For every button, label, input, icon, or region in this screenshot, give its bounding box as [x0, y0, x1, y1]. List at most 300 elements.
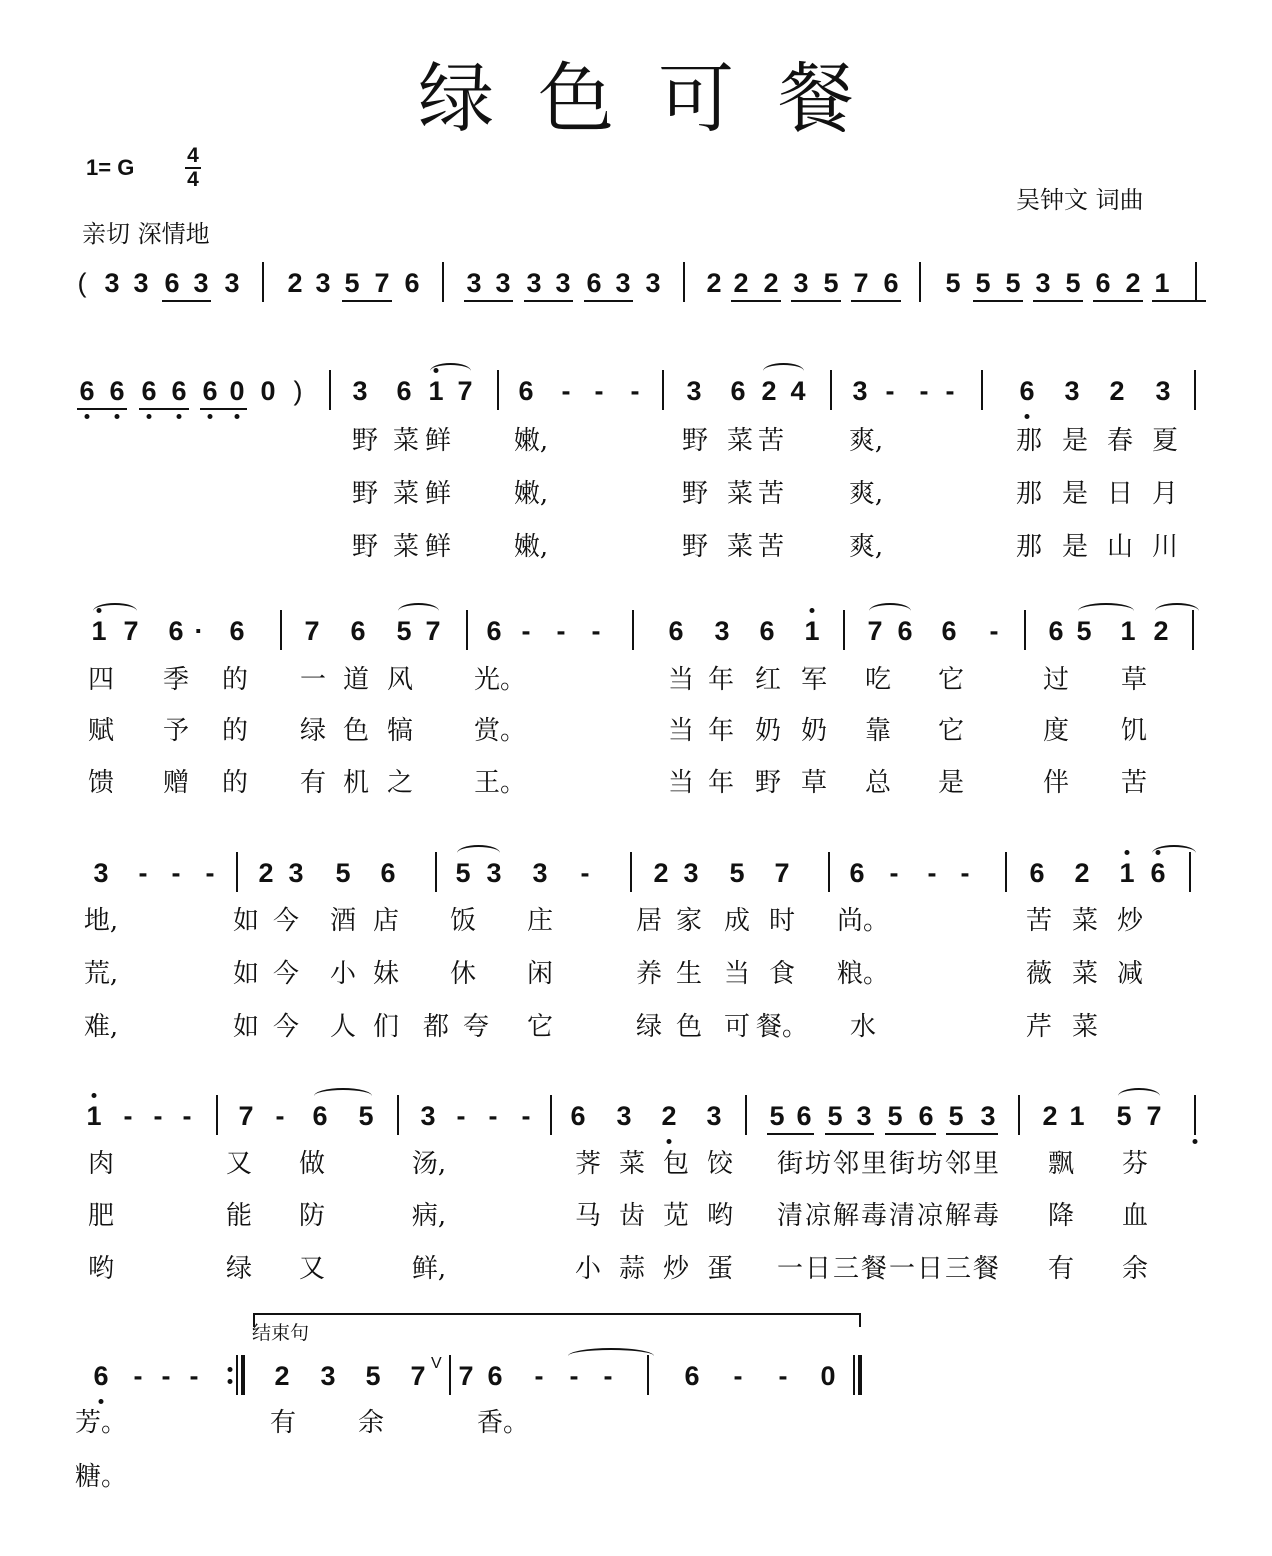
- extension-dash: -: [521, 616, 531, 646]
- note: 5: [396, 616, 412, 646]
- barline: [262, 262, 264, 302]
- note: 3: [980, 1101, 996, 1131]
- lyric-syllable: 菜: [392, 479, 420, 509]
- lyric-syllable: 包: [662, 1149, 690, 1179]
- lyric-syllable: 鲜: [424, 532, 452, 562]
- note: 6: [897, 616, 913, 646]
- lyric-syllable: 的: [221, 716, 249, 746]
- repeat-dot: [228, 1379, 233, 1384]
- lyric-syllable: 余: [1121, 1254, 1149, 1284]
- barline: [828, 852, 830, 892]
- lyric-syllable: 防: [298, 1201, 326, 1231]
- note: 5: [948, 1101, 964, 1131]
- lyric-syllable: 度: [1042, 716, 1070, 746]
- score-line: [0, 598, 1272, 668]
- lyric-syllable: 当: [723, 959, 751, 989]
- lyric-syllable: 风: [386, 665, 414, 695]
- key-signature: 1= G: [86, 155, 135, 180]
- lyric-syllable: 都夸: [422, 1012, 504, 1042]
- barline: [329, 370, 331, 410]
- beam-underline: [1152, 300, 1206, 302]
- extension-dash: -: [591, 616, 601, 646]
- octave-high-dot: [810, 608, 815, 613]
- score-line: [0, 840, 1272, 910]
- note: 3: [486, 858, 502, 888]
- lyric-syllable: 红: [754, 665, 782, 695]
- lyric-syllable: 妹: [372, 959, 400, 989]
- extension-dash: -: [960, 858, 970, 888]
- note: 3: [104, 268, 120, 298]
- note: 3: [315, 268, 331, 298]
- beam-underline: [946, 1133, 998, 1135]
- extension-dash: -: [556, 616, 566, 646]
- note: 6: [486, 616, 502, 646]
- lyric-syllable: 爽,: [848, 479, 884, 509]
- lyric-syllable: 街坊邻里街坊邻里: [776, 1149, 1002, 1179]
- note: 6: [396, 376, 412, 406]
- lyric-syllable: 菜: [618, 1149, 646, 1179]
- octave-low-dot: [208, 414, 213, 419]
- lyric-syllable: 做: [298, 1149, 326, 1179]
- barline: [630, 852, 632, 892]
- ending-label: 结束句: [252, 1322, 310, 1344]
- slur: [763, 363, 804, 379]
- extension-dash: -: [275, 1101, 285, 1131]
- extension-dash: -: [123, 1101, 133, 1131]
- extension-dash: -: [153, 1101, 163, 1131]
- breath-mark: V: [431, 1355, 442, 1372]
- barline: [843, 610, 845, 650]
- parenthesis: ): [293, 376, 303, 406]
- slur: [1078, 603, 1134, 619]
- score-line: [0, 250, 1272, 320]
- extension-dash: -: [456, 1101, 466, 1131]
- lyric-syllable: 年: [707, 716, 735, 746]
- note: 3: [714, 616, 730, 646]
- lyric-syllable: 嫩,: [513, 426, 549, 456]
- note: 3: [1064, 376, 1080, 406]
- note: 1: [428, 376, 444, 406]
- beam-underline: [200, 408, 247, 410]
- note: 3: [466, 268, 482, 298]
- extension-dash: -: [778, 1361, 788, 1391]
- barline: [1005, 852, 1007, 892]
- note: 5: [769, 1101, 785, 1131]
- note: 5: [975, 268, 991, 298]
- note: 3: [852, 376, 868, 406]
- barline: [236, 852, 238, 892]
- lyric-syllable: 降: [1047, 1201, 1075, 1231]
- lyric-syllable: 光。: [473, 665, 527, 695]
- beam-underline: [885, 1133, 936, 1135]
- lyric-syllable: 奶: [800, 716, 828, 746]
- note: 3: [526, 268, 542, 298]
- lyric-syllable: 肉: [87, 1149, 115, 1179]
- lyric-syllable: 菜: [392, 426, 420, 456]
- lyric-syllable: 人: [329, 1012, 357, 1042]
- lyric-syllable: 齿: [618, 1201, 646, 1231]
- extension-dash: -: [989, 616, 999, 646]
- note: 2: [274, 1361, 290, 1391]
- repeat-dot: [228, 1367, 233, 1372]
- note: 6: [229, 616, 245, 646]
- lyric-syllable: 爽,: [848, 532, 884, 562]
- note: 3: [1035, 268, 1051, 298]
- lyric-syllable: 哟: [87, 1254, 115, 1284]
- note: 3: [645, 268, 661, 298]
- note: 2: [706, 268, 722, 298]
- lyric-syllable: 那: [1015, 426, 1043, 456]
- note: 0: [260, 376, 276, 406]
- lyric-syllable: 们: [372, 1012, 400, 1042]
- octave-low-dot: [177, 414, 182, 419]
- lyric-syllable: 时: [768, 906, 796, 936]
- barline: [435, 852, 437, 892]
- barline: [632, 610, 634, 650]
- lyric-syllable: 飘: [1047, 1149, 1075, 1179]
- barline: [442, 262, 444, 302]
- lyric-syllable: 居家: [635, 906, 717, 936]
- note: 1: [1119, 858, 1135, 888]
- lyric-syllable: 年: [707, 665, 735, 695]
- lyric-syllable: 春: [1106, 426, 1134, 456]
- barline: [830, 370, 832, 410]
- slur: [314, 1088, 372, 1104]
- extension-dash: -: [885, 376, 895, 406]
- lyric-syllable: 鲜: [424, 479, 452, 509]
- lyric-syllable: 菜: [726, 479, 754, 509]
- lyric-syllable: 奶: [754, 716, 782, 746]
- note: 6: [109, 376, 125, 406]
- lyric-syllable: 减: [1116, 959, 1144, 989]
- note: 6: [796, 1101, 812, 1131]
- lyric-syllable: 马: [574, 1201, 602, 1231]
- note: 6: [487, 1361, 503, 1391]
- beam-underline: [139, 408, 189, 410]
- ending-bracket: [253, 1313, 861, 1327]
- lyric-syllable: 饺: [706, 1149, 734, 1179]
- barline: [1194, 370, 1196, 410]
- barline: [662, 370, 664, 410]
- note: 6: [1029, 858, 1045, 888]
- extension-dash: -: [603, 1361, 613, 1391]
- note: 3: [706, 1101, 722, 1131]
- extension-dash: -: [889, 858, 899, 888]
- note: 3: [224, 268, 240, 298]
- beam-underline: [1033, 300, 1083, 302]
- beam-underline: [791, 300, 841, 302]
- lyric-syllable: 粮。: [836, 959, 890, 989]
- lyric-syllable: 鲜,: [411, 1254, 447, 1284]
- lyric-syllable: 之: [386, 768, 414, 798]
- octave-high-dot: [434, 368, 439, 373]
- parenthesis: (: [77, 268, 87, 298]
- time-signature: [183, 146, 203, 190]
- lyric-syllable: 赏。: [473, 716, 527, 746]
- lyric-syllable: 年: [707, 768, 735, 798]
- slur: [457, 845, 500, 861]
- lyric-syllable: 它: [526, 1012, 554, 1042]
- lyric-syllable: 地,: [83, 906, 119, 936]
- note: 3: [856, 1101, 872, 1131]
- lyric-syllable: 苦: [1120, 768, 1148, 798]
- note: 6: [759, 616, 775, 646]
- note: 2: [1074, 858, 1090, 888]
- note: 5: [344, 268, 360, 298]
- beam-underline: [524, 300, 573, 302]
- lyric-syllable: 菜: [1071, 906, 1099, 936]
- barline: [683, 262, 685, 302]
- lyric-syllable: 有: [269, 1408, 297, 1438]
- octave-low-dot: [1193, 1139, 1198, 1144]
- lyric-syllable: 尚。: [836, 906, 890, 936]
- lyric-syllable: 香。: [476, 1408, 530, 1438]
- beam-underline: [851, 300, 901, 302]
- extension-dash: -: [569, 1361, 579, 1391]
- note: 6: [312, 1101, 328, 1131]
- lyric-syllable: 的: [221, 665, 249, 695]
- barline: [449, 1355, 451, 1395]
- lyric-syllable: 有: [299, 768, 327, 798]
- beam-underline: [77, 408, 127, 410]
- lyric-syllable: 是: [1061, 532, 1089, 562]
- note: 3: [495, 268, 511, 298]
- lyric-syllable: 小: [329, 959, 357, 989]
- note: 3: [193, 268, 209, 298]
- lyric-syllable: 赠: [162, 768, 190, 798]
- extension-dash: -: [580, 858, 590, 888]
- note: 5: [358, 1101, 374, 1131]
- octave-low-dot: [85, 414, 90, 419]
- octave-low-dot: [115, 414, 120, 419]
- lyric-syllable: 休: [449, 959, 477, 989]
- note: 5: [827, 1101, 843, 1131]
- time-signature-top: 4: [187, 144, 199, 167]
- barline: [1018, 1095, 1020, 1135]
- octave-high-dot: [92, 1093, 97, 1098]
- lyric-syllable: 餐。: [755, 1012, 809, 1042]
- lyric-syllable: 靠: [864, 716, 892, 746]
- extension-dash: -: [133, 1361, 143, 1391]
- note: 3: [683, 858, 699, 888]
- beam-underline: [731, 300, 781, 302]
- note: 6: [404, 268, 420, 298]
- note: 3: [420, 1101, 436, 1131]
- note: 5: [1116, 1101, 1132, 1131]
- beam-underline: [1093, 300, 1143, 302]
- note: 1: [1069, 1101, 1085, 1131]
- barline: [280, 610, 282, 650]
- note: 3: [133, 268, 149, 298]
- note: 2: [763, 268, 779, 298]
- octave-low-dot: [1025, 414, 1030, 419]
- lyric-syllable: 四: [87, 665, 115, 695]
- lyric-syllable: 荒,: [83, 959, 119, 989]
- note: 7: [458, 1361, 474, 1391]
- lyric-syllable: 川: [1151, 532, 1179, 562]
- note: 3: [686, 376, 702, 406]
- note: 3: [320, 1361, 336, 1391]
- lyric-syllable: 蛋: [706, 1254, 734, 1284]
- lyric-syllable: 那: [1015, 479, 1043, 509]
- lyric-syllable: 吃: [864, 665, 892, 695]
- note: 7: [410, 1361, 426, 1391]
- lyric-syllable: 是: [1061, 426, 1089, 456]
- lyric-syllable: 总: [864, 768, 892, 798]
- lyric-syllable: 菜: [1071, 959, 1099, 989]
- note: 5: [365, 1361, 381, 1391]
- note: 7: [123, 616, 139, 646]
- lyric-syllable: 馈: [87, 768, 115, 798]
- note: 6: [570, 1101, 586, 1131]
- lyric-syllable: 炒: [1116, 906, 1144, 936]
- slur: [869, 603, 911, 619]
- note: 3: [616, 1101, 632, 1131]
- lyric-syllable: 余: [357, 1408, 385, 1438]
- lyric-syllable: 如今: [232, 1012, 314, 1042]
- note: 5: [335, 858, 351, 888]
- note: 6: [164, 268, 180, 298]
- lyric-syllable: 食: [768, 959, 796, 989]
- note: 1: [1120, 616, 1136, 646]
- note: 5: [945, 268, 961, 298]
- note: 6: [202, 376, 218, 406]
- extension-dash: -: [189, 1361, 199, 1391]
- octave-low-dot: [235, 414, 240, 419]
- lyric-syllable: 清凉解毒清凉解毒: [776, 1201, 1002, 1231]
- note: 2: [653, 858, 669, 888]
- octave-low-dot: [667, 1139, 672, 1144]
- octave-low-dot: [99, 1399, 104, 1404]
- lyric-syllable: 夏: [1151, 426, 1179, 456]
- beam-underline: [973, 300, 1023, 302]
- extension-dash: -: [205, 858, 215, 888]
- lyric-syllable: 芹: [1025, 1012, 1053, 1042]
- lyric-syllable: 予: [162, 716, 190, 746]
- lyric-syllable: 又: [298, 1254, 326, 1284]
- note: 4: [790, 376, 806, 406]
- lyric-syllable: 饭: [449, 906, 477, 936]
- note: 7: [425, 616, 441, 646]
- score-line: [0, 1083, 1272, 1153]
- lyric-syllable: 伴: [1042, 768, 1070, 798]
- time-signature-bottom: 4: [187, 168, 199, 191]
- note: 7: [774, 858, 790, 888]
- note: 6: [730, 376, 746, 406]
- lyric-syllable: 荠: [574, 1149, 602, 1179]
- extension-dash: -: [534, 1361, 544, 1391]
- lyric-syllable: 嫩,: [513, 532, 549, 562]
- note: 6: [918, 1101, 934, 1131]
- note: 3: [1155, 376, 1171, 406]
- note: 2: [1125, 268, 1141, 298]
- lyric-syllable: 野: [754, 768, 782, 798]
- lyric-syllable: 季: [162, 665, 190, 695]
- note: 1: [86, 1101, 102, 1131]
- lyric-syllable: 菜: [726, 532, 754, 562]
- note: 3: [555, 268, 571, 298]
- note: 7: [1146, 1101, 1162, 1131]
- lyric-syllable: 机: [342, 768, 370, 798]
- extension-dash: -: [171, 858, 181, 888]
- double-barline-thick: [858, 1355, 862, 1395]
- note: 5: [1065, 268, 1081, 298]
- extension-dash: -: [161, 1361, 171, 1391]
- barline: [550, 1095, 552, 1135]
- lyric-syllable: 野: [351, 532, 379, 562]
- lyric-syllable: 闲: [526, 959, 554, 989]
- note: 6: [1095, 268, 1111, 298]
- lyric-syllable: 是: [1061, 479, 1089, 509]
- note: 6: [849, 858, 865, 888]
- lyric-syllable: 绿: [225, 1254, 253, 1284]
- note: 6: [1048, 616, 1064, 646]
- lyric-syllable: 芳。: [74, 1408, 128, 1438]
- octave-high-dot: [97, 608, 102, 613]
- duration-dot: ·: [194, 616, 204, 646]
- lyric-syllable: 成: [723, 906, 751, 936]
- score-line: [0, 358, 1272, 428]
- barline: [1194, 1095, 1196, 1135]
- lyric-syllable: 野: [681, 479, 709, 509]
- lyric-syllable: 肥: [87, 1201, 115, 1231]
- lyric-syllable: 月: [1151, 479, 1179, 509]
- barline: [919, 262, 921, 302]
- lyric-syllable: 炒: [662, 1254, 690, 1284]
- song-title: 绿色可餐: [418, 54, 898, 143]
- lyric-syllable: 苦: [757, 532, 785, 562]
- note: 6: [1019, 376, 1035, 406]
- lyric-syllable: 的: [221, 768, 249, 798]
- note: 6: [79, 376, 95, 406]
- lyric-syllable: 野: [681, 532, 709, 562]
- lyric-syllable: 是: [937, 768, 965, 798]
- extension-dash: -: [138, 858, 148, 888]
- lyric-syllable: 苦: [757, 479, 785, 509]
- lyric-syllable: 当: [667, 716, 695, 746]
- note: 7: [457, 376, 473, 406]
- note: 5: [455, 858, 471, 888]
- note: 3: [532, 858, 548, 888]
- barline: [745, 1095, 747, 1135]
- lyric-syllable: 爽,: [848, 426, 884, 456]
- lyric-syllable: 养生: [635, 959, 717, 989]
- note: 3: [352, 376, 368, 406]
- note: 5: [1076, 616, 1092, 646]
- note: 1: [91, 616, 107, 646]
- lyric-syllable: 草: [800, 768, 828, 798]
- lyric-syllable: 野: [681, 426, 709, 456]
- note: 3: [93, 858, 109, 888]
- note: 6: [941, 616, 957, 646]
- note: 0: [229, 376, 245, 406]
- lyric-syllable: 苋: [662, 1201, 690, 1231]
- note: 7: [853, 268, 869, 298]
- note: 2: [287, 268, 303, 298]
- lyric-syllable: 一: [299, 665, 327, 695]
- extension-dash: -: [927, 858, 937, 888]
- lyric-syllable: 菜: [726, 426, 754, 456]
- extension-dash: -: [561, 376, 571, 406]
- note: 5: [1005, 268, 1021, 298]
- note: 6: [668, 616, 684, 646]
- extension-dash: -: [945, 376, 955, 406]
- beam-underline: [584, 300, 633, 302]
- note: 7: [238, 1101, 254, 1131]
- note: 2: [661, 1101, 677, 1131]
- octave-high-dot: [1156, 850, 1161, 855]
- note: 6: [1150, 858, 1166, 888]
